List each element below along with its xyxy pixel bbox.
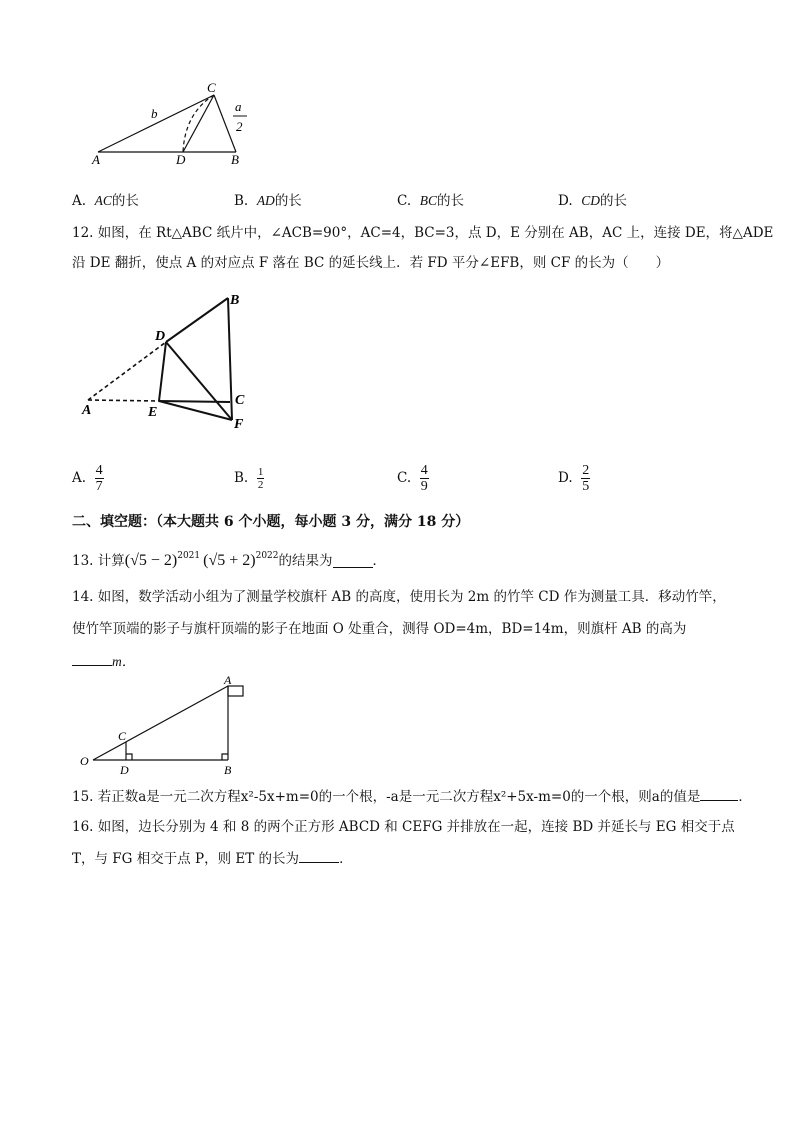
q14-line-1: 14. 如图，数学活动小组为了测量学校旗杆 AB 的高度，使用长为 2m 的竹竿 CD 作为测量工具．移动竹竿，	[72, 589, 726, 605]
q13-term-1: (√5 − 2)	[124, 552, 178, 569]
q13-term-2: (√5 + 2)	[203, 552, 256, 569]
q12-segment-ae-dashed	[88, 400, 159, 401]
q13-prefix: 13. 计算	[72, 553, 125, 569]
q14-unit: m．	[112, 654, 136, 669]
q12-option-a[interactable]	[72, 458, 104, 498]
q12-label-f: F	[234, 417, 244, 432]
option-suffix: 的长	[600, 193, 627, 209]
option-letter: D.	[558, 470, 573, 486]
option-letter: B.	[234, 193, 249, 209]
option-segment: CD	[581, 193, 600, 208]
q12-line-1: 12. 如图，在 Rt△ABC 纸片中，∠ACB=90°，AC=4，BC=3，点 D，E 分别在 AB，AC 上，连接 DE，将△ADE	[72, 225, 774, 241]
q11-figure	[90, 78, 260, 170]
q14-right-angle-b	[222, 754, 228, 760]
option-suffix: 的长	[274, 193, 302, 209]
q14-answer-blank[interactable]	[72, 652, 112, 666]
q14-label-d: D	[120, 763, 129, 777]
option-fraction: $\frac{4}{9}$	[420, 462, 428, 494]
option-fraction: $\frac{1}{2}$	[257, 465, 264, 491]
q12-segment-ec	[159, 401, 230, 402]
option-fraction: $\frac{4}{7}$	[95, 462, 103, 494]
q16-line-1: 16. 如图，边长分别为 4 和 8 的两个正方形 ABCD 和 CEFG 并排放在一起，连接 BD 并延长与 EG 相交于点	[72, 819, 735, 835]
q14-flag	[228, 686, 243, 696]
q13-line	[72, 548, 386, 574]
q11-option-b[interactable]	[234, 192, 302, 210]
q16-answer-blank[interactable]	[299, 849, 339, 863]
q14-label-a: A	[224, 673, 232, 687]
option-letter: C.	[397, 470, 412, 486]
q13-exp-2: 2022	[255, 551, 279, 561]
q12-label-c: C	[235, 393, 245, 408]
q16-text: T，与 FG 相交于点 P，则 ET 的长为	[72, 851, 300, 867]
q12-option-d[interactable]	[558, 458, 590, 498]
q15-line	[72, 787, 752, 806]
option-letter: A.	[72, 193, 87, 209]
q12-label-d: D	[155, 329, 166, 344]
q13-exp-1: 2021	[177, 551, 201, 561]
q14-label-o: O	[80, 754, 89, 768]
q16-end: ．	[339, 851, 353, 867]
q12-segment-df	[166, 342, 232, 420]
q11-label-d: D	[176, 152, 186, 167]
q14-sightline-oa	[93, 686, 228, 760]
q16-line-2	[72, 849, 353, 868]
q14-line-2: 使竹竿顶端的影子与旗杆顶端的影子在地面 O 处重合，测得 OD=4m，BD=14m，则旗杆 AB 的高为	[72, 621, 687, 637]
q11-segment-cd	[183, 95, 214, 152]
option-fraction: $\frac{2}{5}$	[582, 462, 590, 494]
q12-label-a: A	[82, 403, 92, 418]
q12-line-2: 沿 DE 翻折，使点 A 的对应点 F 落在 BC 的延长线上．若 FD 平分∠EFB，则 CF 的长为（ ）	[72, 255, 670, 271]
q14-label-c: C	[118, 729, 127, 743]
q11-label-a: A	[92, 152, 100, 167]
option-letter: D.	[558, 193, 573, 209]
q13-answer-blank[interactable]	[333, 554, 373, 568]
q11-segment-ac	[98, 95, 214, 152]
q12-segment-bd	[166, 298, 228, 342]
q12-label-e: E	[148, 405, 158, 420]
q14-label-b: B	[224, 763, 232, 777]
q15-text: 15. 若正数a是一元二次方程x²-5x+m=0的一个根，-a是一元二次方程x²+5x-m=0的一个根，则a的值是	[72, 789, 701, 805]
option-segment: AC	[94, 193, 112, 208]
q14-line-3	[72, 652, 135, 671]
q12-figure	[80, 288, 260, 438]
option-segment: AD	[256, 193, 275, 208]
option-letter: C.	[397, 193, 412, 209]
q11-label-c: C	[207, 80, 216, 95]
q13-suffix: 的结果为	[278, 553, 333, 569]
q13-end: ．	[372, 553, 387, 569]
q12-option-b[interactable]	[234, 458, 264, 498]
q11-label-side-b: b	[151, 106, 158, 121]
q11-option-d[interactable]	[558, 192, 627, 210]
q12-segment-ef	[159, 401, 232, 420]
q15-answer-blank[interactable]	[700, 787, 738, 801]
section-title: 二、填空题：（本大题共 6 个小题，每小题 3 分，满分 18 分）	[72, 514, 470, 530]
option-letter: B.	[234, 470, 249, 486]
option-letter: A.	[72, 470, 87, 486]
q11-option-a[interactable]	[72, 192, 139, 210]
option-suffix: 的长	[437, 193, 464, 209]
q11-option-c[interactable]	[397, 192, 464, 210]
option-suffix: 的长	[111, 193, 139, 209]
q11-label-a-den: 2	[236, 119, 243, 134]
option-segment: BC	[419, 193, 437, 208]
q12-label-b: B	[230, 293, 240, 308]
q14-right-angle-d	[126, 754, 132, 760]
q11-segment-bc	[214, 95, 236, 152]
q12-segment-de	[159, 342, 166, 401]
q12-segment-ad-dashed	[88, 342, 166, 400]
q12-option-c[interactable]	[397, 458, 429, 498]
q11-label-b: B	[231, 152, 239, 167]
q11-label-a-num: a	[235, 99, 242, 114]
q14-figure	[78, 672, 258, 780]
q15-end: ．	[738, 789, 752, 805]
